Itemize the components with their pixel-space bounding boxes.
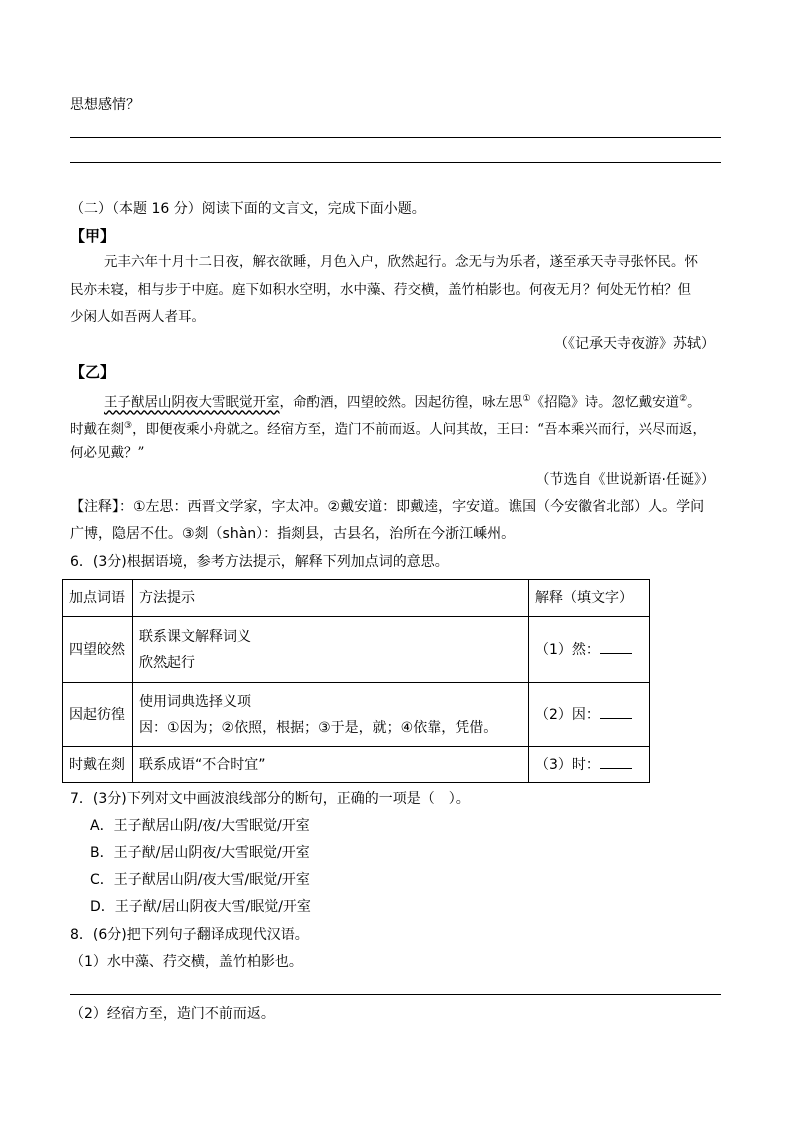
answer-cell[interactable]: （3）时：	[529, 747, 650, 783]
table-row	[63, 747, 650, 783]
answer-blank[interactable]	[600, 754, 632, 769]
option-b[interactable]: B．王子猷/居山阴夜/大雪眠觉/开室	[90, 845, 310, 861]
dotted-char: 欣然起行	[139, 654, 195, 671]
note-mark: ①	[522, 394, 531, 404]
passage-jia-line: 民亦未寝，相与步于中庭。庭下如积水空明，水中藻、荇交横，盖竹柏影也。何夜无月？何处无竹柏？但	[70, 282, 691, 298]
answer-blank[interactable]	[600, 704, 632, 719]
passage-yi-line: 王子猷居山阴夜大雪眠觉开室，命酌酒，四望皎然。因起彷徨，咏左思①《招隐》诗。忽忆戴安道②。	[104, 394, 701, 411]
note-mark: ②	[679, 394, 688, 404]
table-header-cell: 方法提示	[133, 580, 529, 617]
option-a[interactable]: A．王子猷居山阴/夜/大雪眠觉/开室	[90, 818, 310, 834]
answer-cell[interactable]: （1）然：	[529, 617, 650, 683]
answer-line	[70, 137, 721, 138]
table-header-cell: 解释（填文字）	[529, 580, 650, 617]
word-cell: 因起彷徨	[63, 683, 133, 747]
option-c[interactable]: C．王子猷居山阴/夜大雪/眠觉/开室	[90, 872, 310, 888]
prev-question-tail: 思想感情？	[70, 97, 140, 113]
question-6-table	[62, 579, 650, 783]
answer-line	[70, 162, 721, 163]
answer-line	[70, 994, 721, 995]
section-heading: （二）（本题 16 分）阅读下面的文言文，完成下面小题。	[70, 201, 426, 217]
table-header-row	[63, 580, 650, 617]
option-d[interactable]: D．王子猷/居山阴夜大雪/眠觉/开室	[90, 899, 311, 915]
question-7-prompt: 7．(3分)下列对文中画波浪线部分的断句，正确的一项是（ ）。	[70, 791, 470, 807]
passage-yi-source: （节选自《世说新语·任诞》）	[535, 472, 715, 488]
note-mark: ③	[124, 421, 133, 431]
word-cell: 时戴在剡	[63, 747, 133, 783]
table-row	[63, 617, 650, 683]
passage-yi-line: 何必见戴？”	[70, 445, 145, 461]
passage-tag-jia: 【甲】	[70, 227, 116, 245]
hint-cell: 联系成语“不合时宜”	[133, 747, 529, 783]
passage-yi-line: 时戴在剡③，即便夜乘小舟就之。经宿方至，造门不前而返。人问其故，王曰：“吾本乘兴而行，兴尽而返，	[70, 421, 706, 438]
hint-cell: 使用词典选择义项 因：①因为；②依照，根据；③于是，就；④依靠，凭借。	[133, 683, 529, 747]
question-6-prompt: 6．(3分)根据语境，参考方法提示，解释下列加点词的意思。	[70, 554, 449, 570]
notes-line: 【注释】：①左思：西晋文学家，字太冲。②戴安道：即戴逵，字安道。谯国（今安徽省北部）人。学问	[70, 499, 705, 515]
notes-line: 广博，隐居不仕。③剡（shàn）：指剡县，古县名，治所在今浙江嵊州。	[70, 526, 516, 542]
word-cell: 四望皎然	[63, 617, 133, 683]
passage-tag-yi: 【乙】	[70, 363, 116, 381]
answer-blank[interactable]	[600, 639, 632, 654]
question-8-item: （2）经宿方至，造门不前而返。	[70, 1006, 275, 1022]
passage-jia-line: 少闲人如吾两人者耳。	[70, 309, 205, 325]
question-8-prompt: 8．(6分)把下列句子翻译成现代汉语。	[70, 927, 309, 943]
wavy-underlined-sentence: 王子猷居山阴夜大雪眠觉开室	[104, 394, 280, 411]
answer-cell[interactable]: （2）因：	[529, 683, 650, 747]
passage-jia-source: （《记承天寺夜游》苏轼）	[554, 336, 715, 352]
passage-jia-line: 元丰六年十月十二日夜，解衣欲睡，月色入户，欣然起行。念无与为乐者，遂至承天寺寻张怀民。怀	[104, 254, 698, 270]
table-row	[63, 683, 650, 747]
question-8-item: （1）水中藻、荇交横，盖竹柏影也。	[70, 954, 303, 970]
table-header-cell: 加点词语	[63, 580, 133, 617]
hint-cell: 联系课文解释词义 欣然起行	[133, 617, 529, 683]
